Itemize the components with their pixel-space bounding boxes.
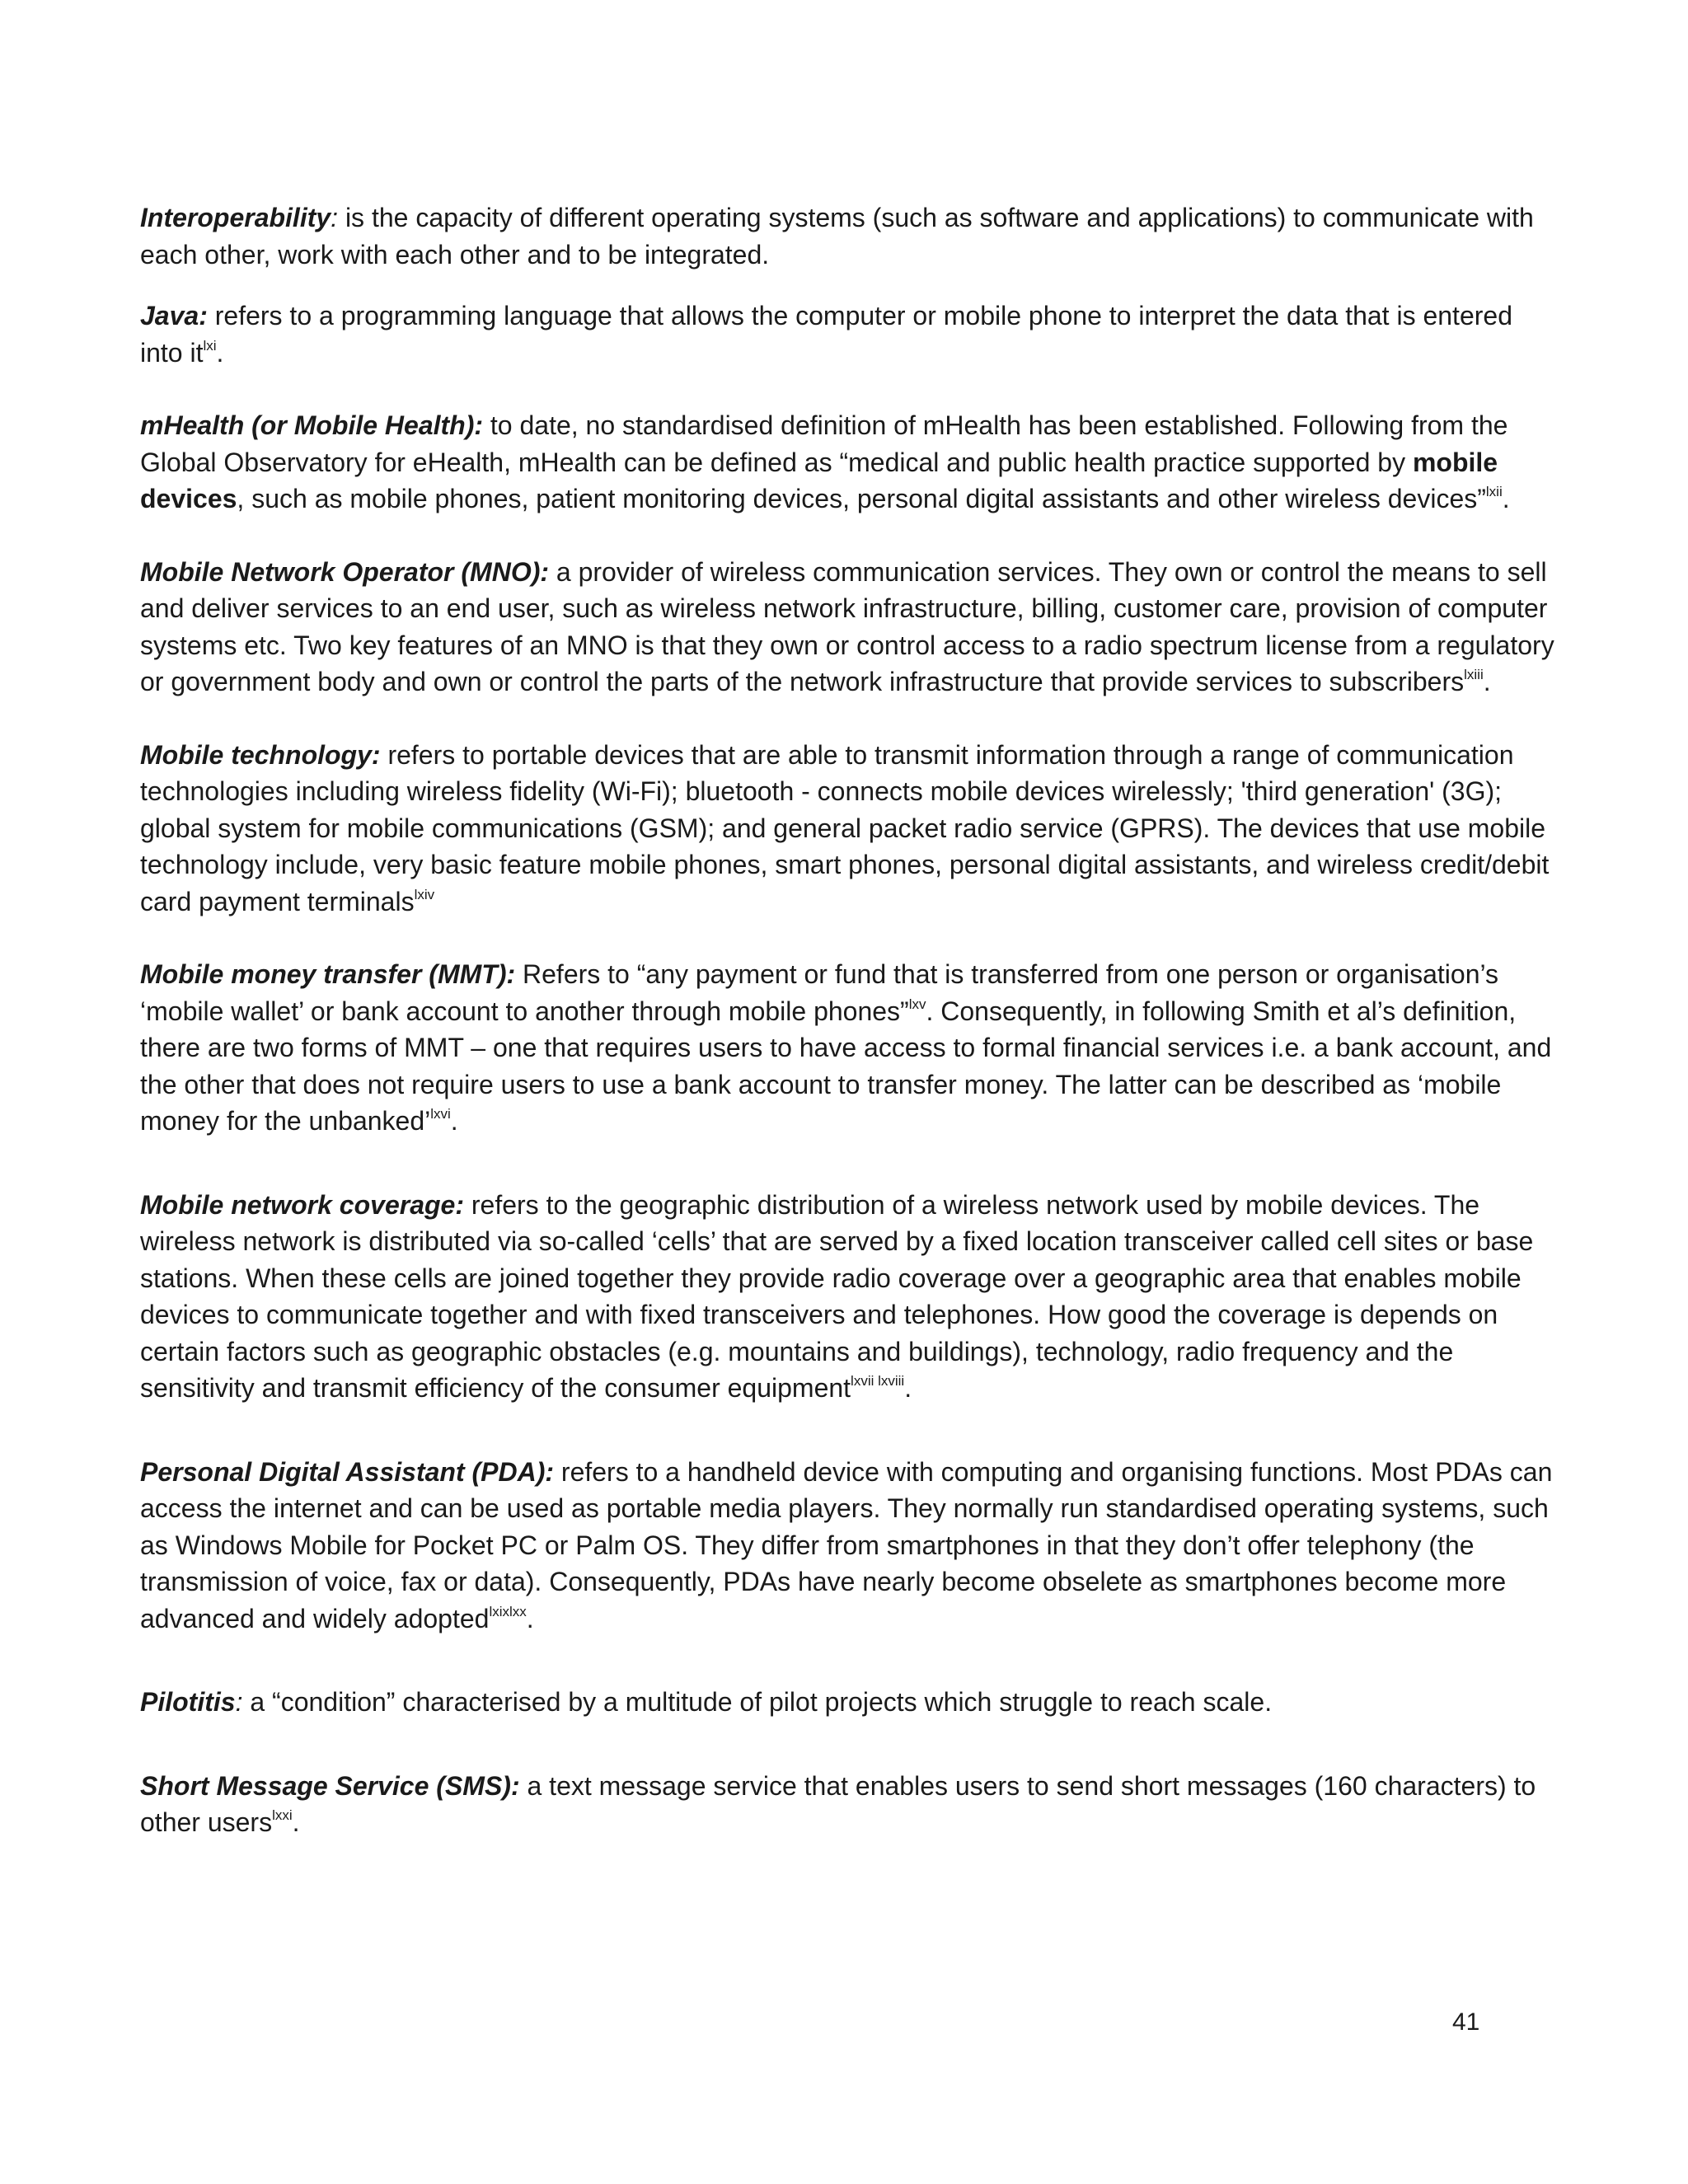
- punctuation: .: [292, 1807, 300, 1837]
- glossary-definition: refers to the geographic distribution of a wireless network used by mobile devices. The wireless network is distributed via so-called ‘cells’ that are served by a fixed location transceiver called cell sites or base stations. When these cells are joined together they provide radio coverage over a geographic area that enables mobile devices to communicate together and with fixed transceivers and telephones. How good the coverage is depends on certain factors such as geographic obstacles (e.g. mountains and buildings), technology, radio frequency and the sensitivity and transmit efficiency of the consumer equipment: [140, 1189, 1534, 1403]
- glossary-term: Mobile Network Operator (MNO):: [140, 556, 550, 587]
- glossary-term: Short Message Service (SMS):: [140, 1770, 520, 1801]
- glossary-term: Mobile money transfer (MMT):: [140, 959, 516, 989]
- glossary-entry-mobile-network-coverage: [140, 1187, 1558, 1407]
- glossary-definition: refers to a programming language that allows the computer or mobile phone to interpret the data that is entered into it: [140, 301, 1512, 368]
- punctuation: .: [526, 1603, 534, 1633]
- endnote-reference[interactable]: lxxi: [272, 1807, 293, 1823]
- glossary-term: mHealth (or Mobile Health):: [140, 410, 484, 440]
- glossary-definition: Refers to “any payment or fund that is transferred from one person or organisation’s ‘mobile wallet’ or bank account to another through mobile phones”: [140, 959, 1499, 1026]
- glossary-entry-mno: [140, 554, 1558, 701]
- glossary-definition: a provider of wireless communication services. They own or control the means to sell and deliver services to an end user, such as wireless network infrastructure, billing, customer care, provision of computer systems etc. Two key features of an MNO is that they own or control access to a radio spectrum license from a regulatory or government body and own or control the parts of the network infrastructure that provide services to subscribers: [140, 556, 1554, 696]
- glossary-term: Mobile network coverage:: [140, 1189, 464, 1220]
- glossary-definition: is the capacity of different operating systems (such as software and applications) to communicate with each other, work with each other and to be integrated.: [140, 203, 1534, 269]
- endnote-reference[interactable]: lxv: [908, 996, 926, 1012]
- glossary-definition: to date, no standardised definition of mHealth has been established. Following from the Global Observatory for eHealth, mHealth can be defined as “medical and public health practice supported by: [140, 410, 1508, 477]
- term-separator: :: [331, 203, 339, 232]
- glossary-term: Pilotitis: [140, 1687, 236, 1717]
- punctuation: .: [1502, 484, 1510, 513]
- glossary-entry-mmt: [140, 956, 1558, 1140]
- punctuation: .: [904, 1373, 912, 1403]
- glossary-entry-java: [140, 298, 1558, 371]
- endnote-reference[interactable]: lxi: [203, 337, 217, 354]
- glossary-entry-mobile-technology: [140, 737, 1558, 921]
- punctuation: .: [216, 337, 224, 368]
- glossary-entry-mhealth: [140, 407, 1558, 518]
- glossary-definition-continued: . Consequently, in following Smith et al’s definition, there are two forms of MMT – one that requires users to have access to formal financial services i.e. a bank account, and the other that does not require users to use a bank account to transfer money. The latter can be described as ‘mobile money for the unbanked’: [140, 996, 1552, 1136]
- glossary-definition-continued: , such as mobile phones, patient monitoring devices, personal digital assistants and other wireless devices”: [237, 484, 1486, 513]
- endnote-reference[interactable]: lxiv: [414, 886, 435, 902]
- glossary-definition: refers to portable devices that are able to transmit information through a range of communication technologies including wireless fidelity (Wi-Fi); bluetooth - connects mobile devices wirelessly; 'third generation' (3G); global system for mobile communications (GSM); and general packet radio service (GPRS). The devices that use mobile technology include, very basic feature mobile phones, smart phones, personal digital assistants, and wireless credit/debit card payment terminals: [140, 739, 1550, 916]
- endnote-reference[interactable]: lxixlxx: [489, 1603, 527, 1619]
- glossary-term: Interoperability: [140, 203, 331, 232]
- endnote-reference[interactable]: lxvii lxviii: [851, 1373, 905, 1389]
- punctuation: .: [450, 1106, 458, 1136]
- glossary-term: Java:: [140, 301, 208, 330]
- endnote-reference[interactable]: lxiii: [1464, 667, 1484, 682]
- term-separator: :: [235, 1687, 243, 1717]
- glossary-entry-pilotitis: [140, 1684, 1558, 1721]
- glossary-definition: a “condition” characterised by a multitude of pilot projects which struggle to reach scale.: [242, 1687, 1273, 1717]
- page-number: 41: [1452, 2008, 1480, 2036]
- glossary-term: Mobile technology:: [140, 739, 381, 770]
- endnote-reference[interactable]: lxvi: [430, 1106, 451, 1122]
- emphasized-text: mobile devices: [140, 447, 1498, 513]
- endnote-reference[interactable]: lxii: [1485, 484, 1503, 499]
- punctuation: .: [1483, 667, 1491, 696]
- glossary-entry-pda: [140, 1454, 1558, 1638]
- glossary-term: Personal Digital Assistant (PDA):: [140, 1456, 555, 1487]
- document-page: [140, 199, 1558, 1841]
- glossary-definition: refers to a handheld device with computing and organising functions. Most PDAs can access the internet and can be used as portable media players. They normally run standardised operating systems, such as Windows Mobile for Pocket PC or Palm OS. They differ from smartphones in that they don’t offer telephony (the transmission of voice, fax or data). Consequently, PDAs have nearly become obselete as smartphones become more advanced and widely adopted: [140, 1456, 1553, 1633]
- glossary-entry-sms: [140, 1768, 1558, 1841]
- glossary-entry-interoperability: [140, 199, 1558, 273]
- glossary-definition: a text message service that enables users to send short messages (160 characters) to other users: [140, 1770, 1536, 1837]
